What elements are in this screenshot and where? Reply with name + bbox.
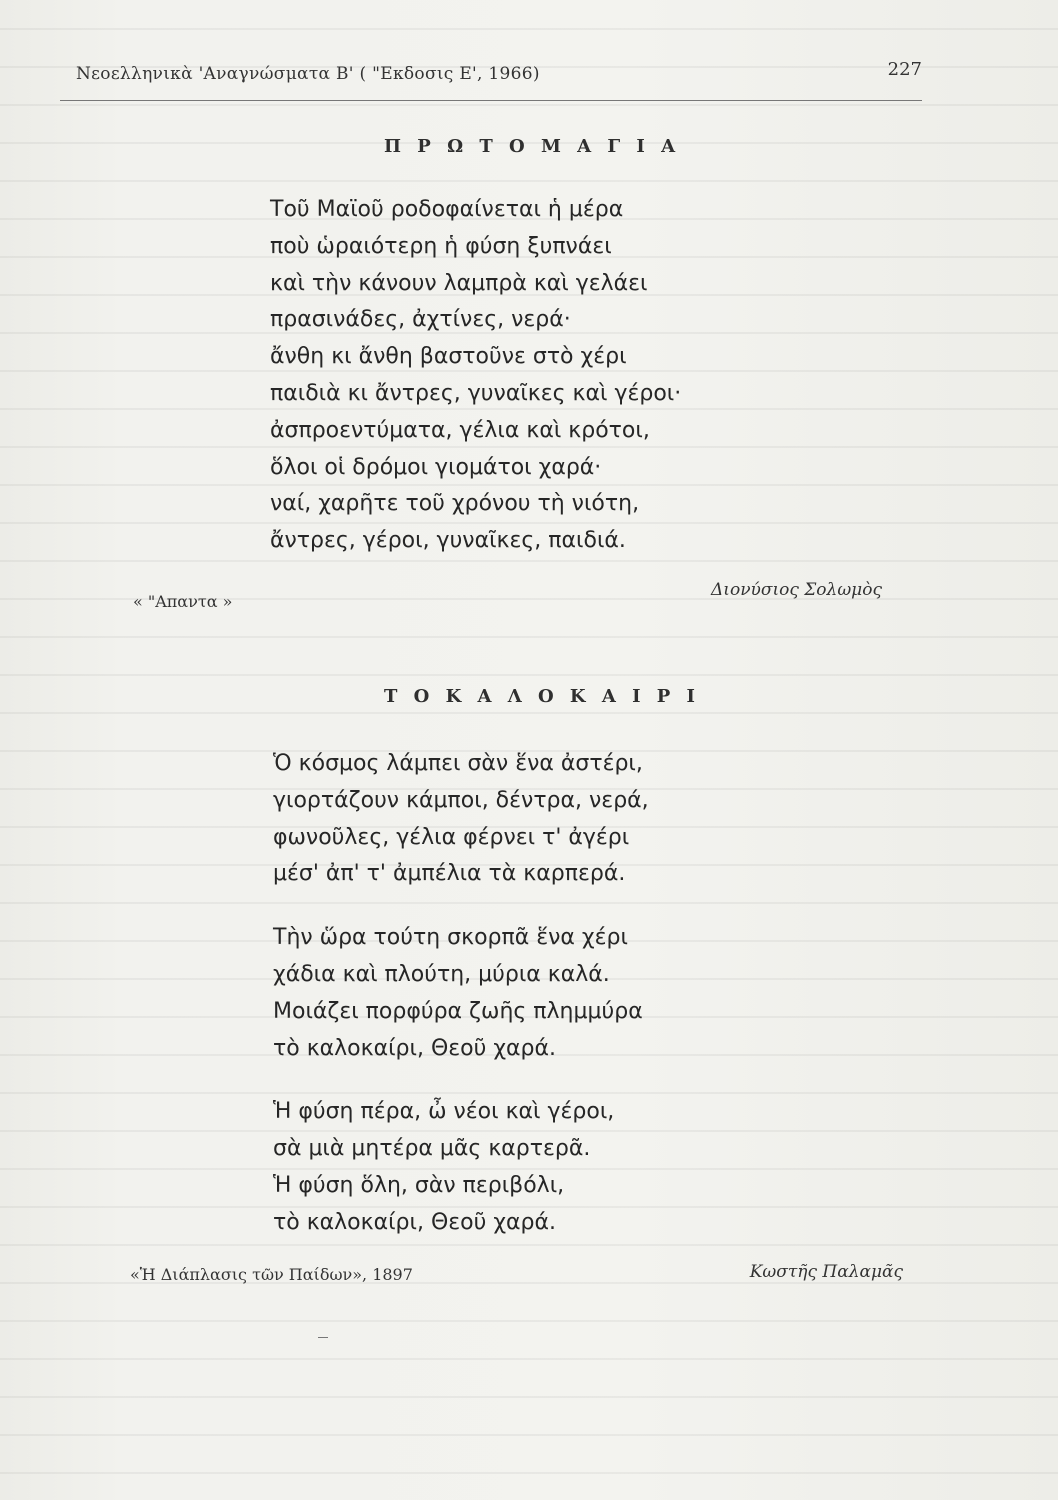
poem-author: Κωστῆς Παλαμᾶς [749,1262,903,1282]
stanza-break [273,1067,649,1094]
verse-line: Ἡ φύση ὅλη, σὰν περιβόλι, [273,1172,565,1198]
verse-line: φωνοῦλες, γέλια φέρνει τ' ἀγέρι [273,824,630,850]
verse-line: χάδια καὶ πλούτη, μύρια καλά. [273,961,610,987]
page-number: 227 [887,59,922,80]
verse-line: τὸ καλοκαίρι, Θεοῦ χαρά. [273,1209,557,1235]
verse-line: Ἡ φύση πέρα, ὦ νέοι καὶ γέροι, [273,1099,615,1125]
verse-line: Τὴν ὥρα τούτη σκορπᾶ ἕνα χέρι [273,925,628,951]
poem-protomagia [270,192,681,560]
verse-line: ἄντρες, γέροι, γυναῖκες, παιδιά. [270,528,626,554]
verse-line: σὰ μιὰ μητέρα μᾶς καρτερᾶ. [273,1136,591,1162]
verse-line: ποὺ ὡραιότερη ἡ φύση ξυπνάει [270,233,612,259]
verse-line: καὶ τὴν κάνουν λαμπρὰ καὶ γελάει [270,270,648,296]
stanza-break [273,893,649,920]
verse-line: ὅλοι οἱ δρόμοι γιομάτοι χαρά· [270,454,602,480]
verse-line: ναί, χαρῆτε τοῦ χρόνου τὴ νιότη, [270,491,640,517]
running-header [76,59,922,90]
poem-to-kalokairi [273,746,649,1242]
verse-line: παιδιὰ κι ἄντρες, γυναῖκες καὶ γέροι· [270,380,682,406]
header-rule [60,100,922,101]
verse-line: μέσ' ἀπ' τ' ἀμπέλια τὰ καρπερά. [273,861,626,887]
poem-title-protomagia: Π Ρ Ω Τ Ο Μ Α Γ Ι Α [384,136,681,157]
verse-line: Ὁ κόσμος λάμπει σὰν ἕνα ἀστέρι, [273,751,643,776]
poem-source: « "Απαντα » [133,592,233,611]
verse-line: ἄνθη κι ἄνθη βαστοῦνε στὸ χέρι [270,344,627,370]
verse-line: ἀσπροεντύματα, γέλια καὶ κρότοι, [270,417,650,443]
verse-line: πρασινάδες, ἀχτίνες, νερά· [270,307,571,333]
page-mark [318,1337,328,1338]
poem-source: «Ἡ Διάπλασις τῶν Παίδων», 1897 [130,1265,413,1284]
verse-line: τὸ καλοκαίρι, Θεοῦ χαρά. [273,1035,557,1061]
verse-line: γιορτάζουν κάμποι, δέντρα, νερά, [273,787,649,813]
poem-author: Διονύσιος Σολωμὸς [711,580,882,600]
poem-title-to-kalokairi: Τ Ο Κ Α Λ Ο Κ Α Ι Ρ Ι [384,686,700,707]
book-title: Νεοελληνικὰ 'Αναγνώσματα Β' ( "Εκδοσις Ε', 1966) [76,64,540,84]
verse-line: Μοιάζει πορφύρα ζωῆς πλημμύρα [273,998,643,1024]
verse-line: Τοῦ Μαϊοῦ ροδοφαίνεται ἡ μέρα [270,197,624,222]
